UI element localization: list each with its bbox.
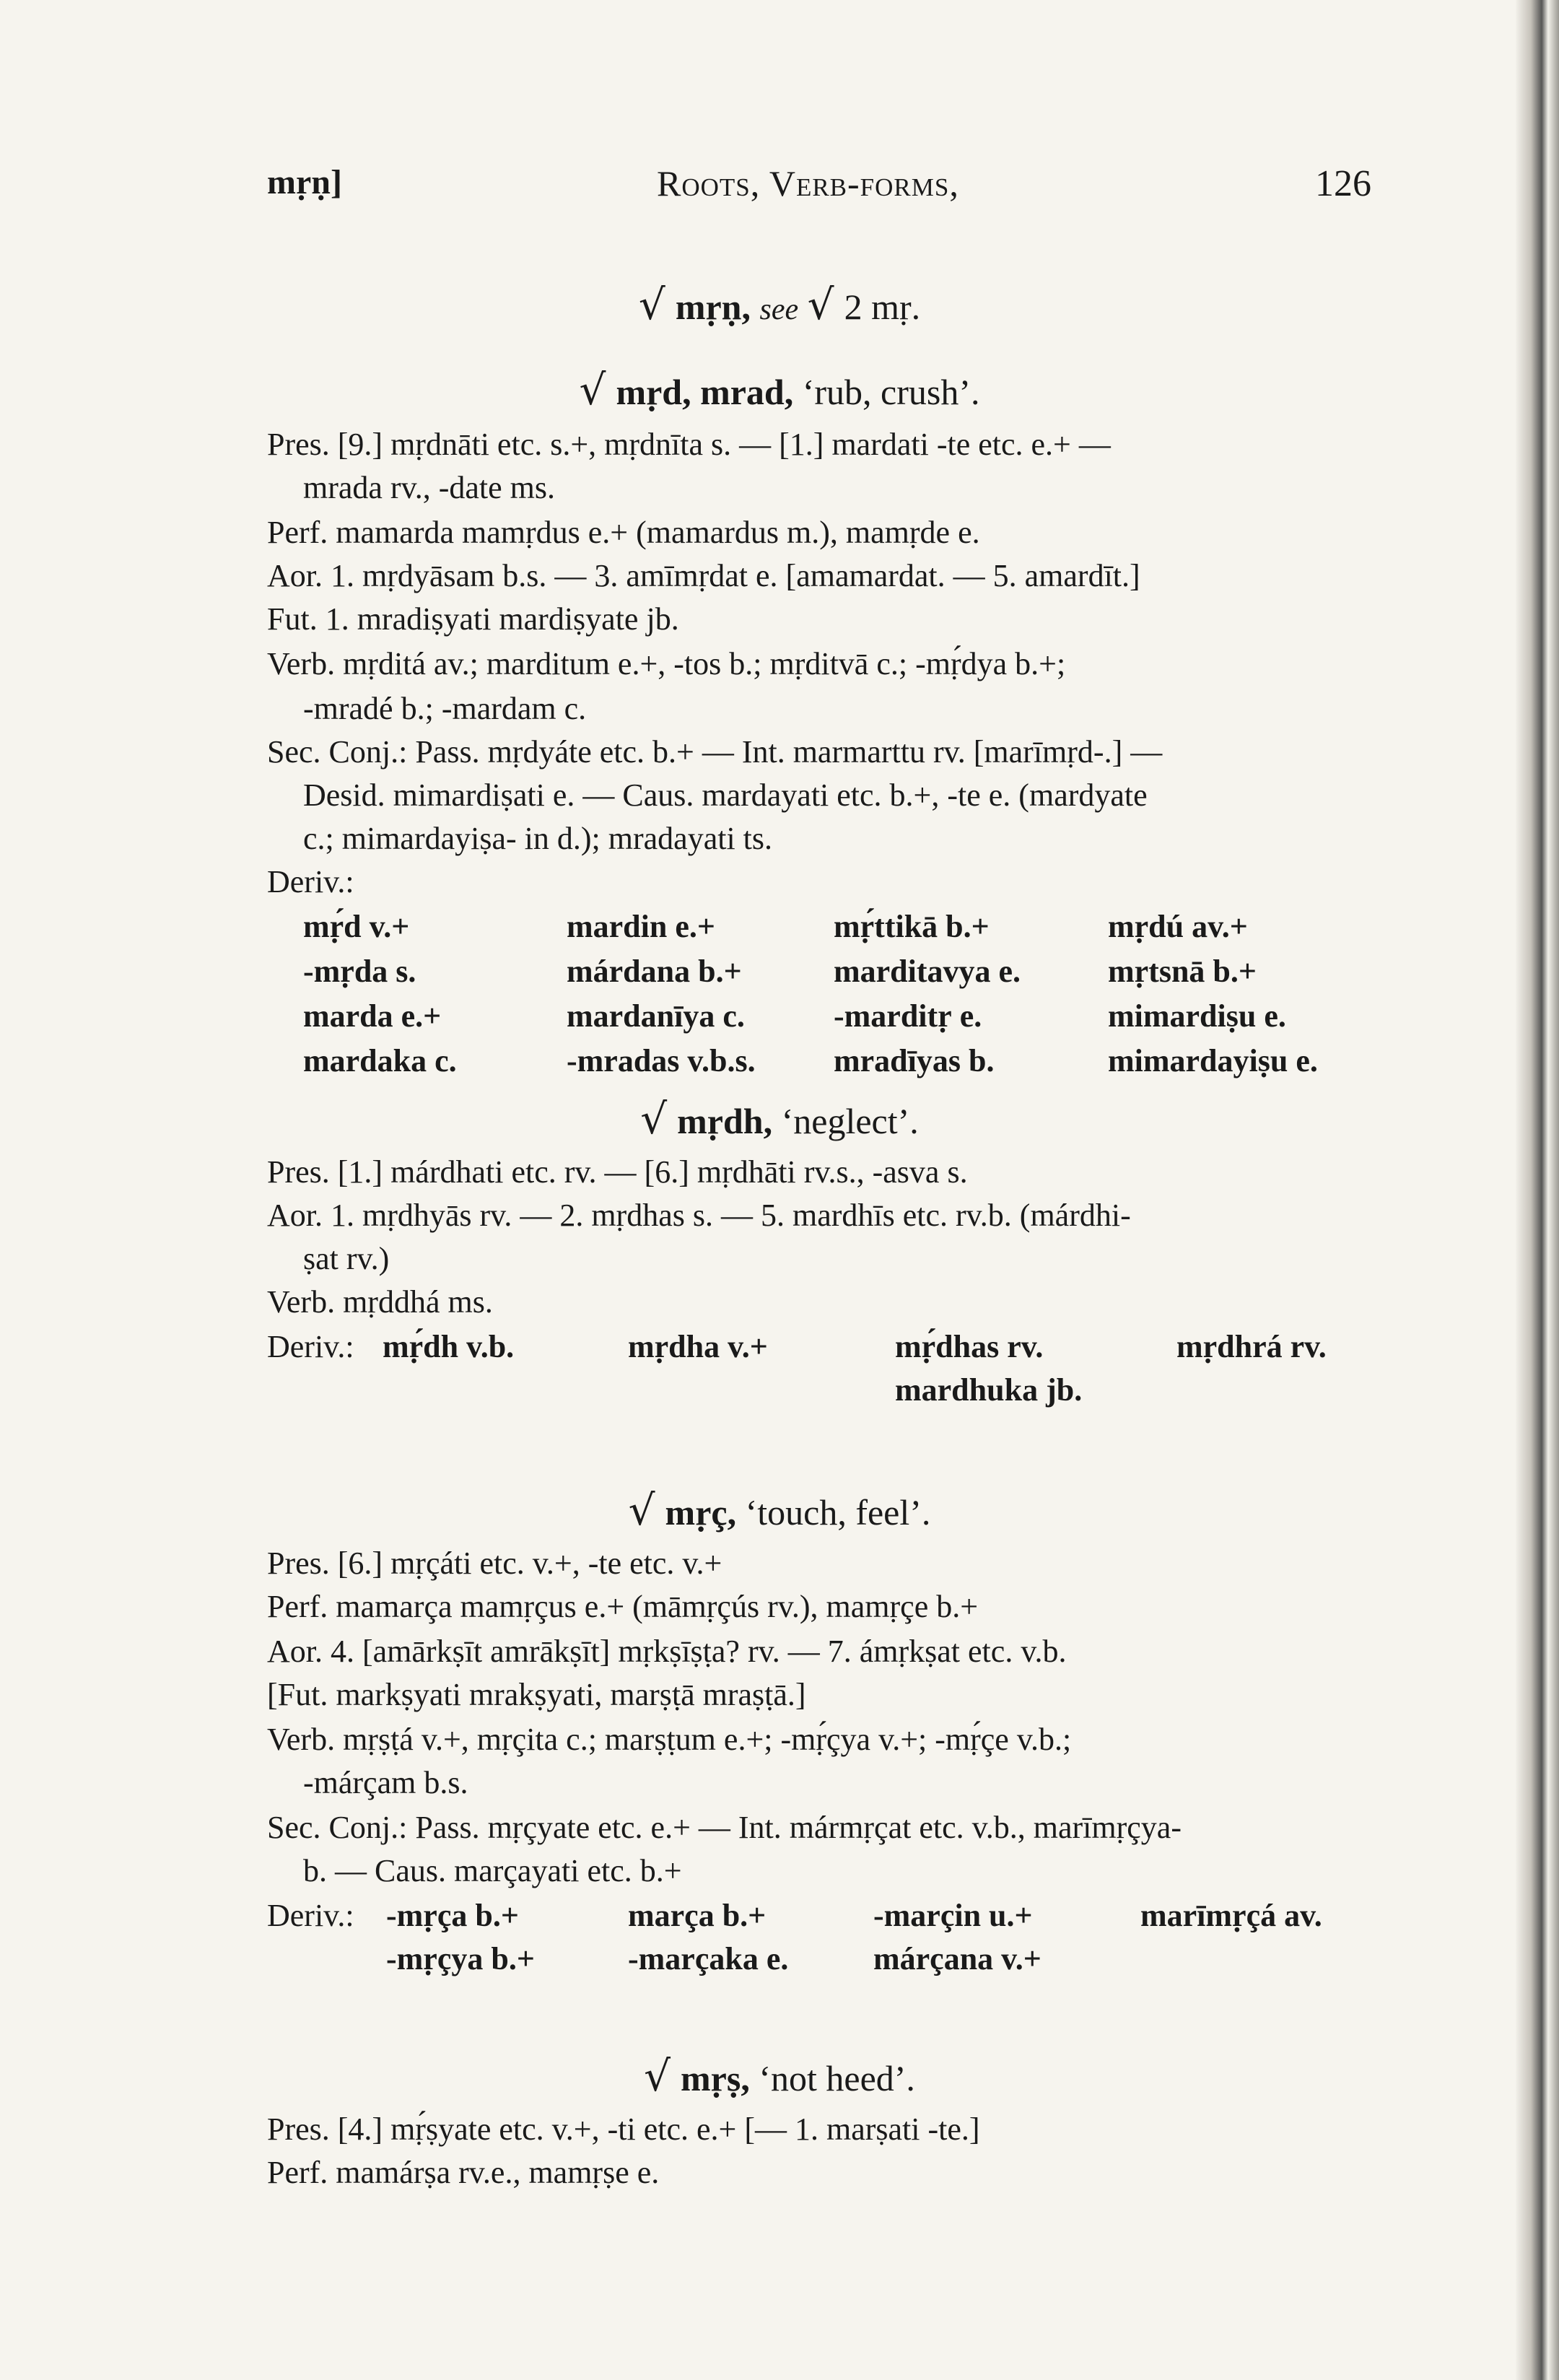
deriv-cell: mardhuka jb.: [895, 1372, 1083, 1408]
deriv-cell: mimardiṣu e.: [1108, 998, 1286, 1034]
deriv-cell: -mradas v.b.s.: [567, 1043, 756, 1078]
radical-sign-icon: √: [579, 365, 606, 414]
radical-sign-icon: √: [807, 280, 834, 329]
deriv-cell: marda e.+: [303, 998, 442, 1034]
entry-line: b. — Caus. marçayati etc. b.+: [303, 1853, 682, 1888]
entry-line: Desid. mimardiṣati e. — Caus. mardayati etc. b.+, -te e. (mardyate: [303, 777, 1148, 813]
entry-line: Perf. mamarça mamṛçus e.+ (māmṛçús rv.), mamṛçe b.+: [267, 1589, 979, 1624]
entry-line: -márçam b.s.: [303, 1765, 468, 1800]
deriv-cell: mṛdú av.+: [1108, 909, 1248, 944]
root-heading-mrs: √ mṛṣ, ‘not heed’.: [644, 2052, 915, 2101]
entry-line: mrada rv., -date ms.: [303, 470, 556, 505]
deriv-cell: mradīyas b.: [834, 1043, 995, 1078]
deriv-label: Deriv.:: [267, 864, 354, 899]
entry-line: Fut. 1. mradiṣyati mardiṣyate jb.: [267, 601, 679, 637]
deriv-cell: -mṛça b.+: [386, 1898, 519, 1933]
deriv-label: Deriv.:: [267, 1329, 354, 1364]
entry-line: Aor. 4. [amārkṣīt amrākṣīt] mṛkṣīṣṭa? rv. — 7. ámṛkṣat etc. v.b.: [267, 1634, 1067, 1669]
entry-line: Sec. Conj.: Pass. mṛçyate etc. e.+ — Int. mármṛçat etc. v.b., marīmṛçya-: [267, 1810, 1182, 1845]
deriv-cell: -mṛçya b.+: [386, 1941, 535, 1976]
entry-line: ṣat rv.): [303, 1241, 390, 1276]
entry-line: Verb. mṛditá av.; marditum e.+, -tos b.; mṛditvā c.; -mṛ́dya b.+;: [267, 646, 1066, 681]
deriv-cell: mṛ́d v.+: [303, 909, 410, 944]
entry-line: Verb. mṛddhá ms.: [267, 1284, 493, 1320]
entry-line: Aor. 1. mṛdhyās rv. — 2. mṛdhas s. — 5. mardhīs etc. rv.b. (márdhi-: [267, 1198, 1131, 1233]
deriv-cell: mṛdhrá rv.: [1176, 1329, 1327, 1364]
entry-line: Pres. [1.] márdhati etc. rv. — [6.] mṛdhāti rv.s., -asva s.: [267, 1154, 968, 1190]
deriv-cell: -marditṛ e.: [834, 998, 982, 1034]
deriv-cell: mardaka c.: [303, 1043, 457, 1078]
radical-sign-icon: √: [628, 1486, 655, 1535]
entry-line: Sec. Conj.: Pass. mṛdyáte etc. b.+ — Int. marmarttu rv. [marīmṛd-.] —: [267, 734, 1163, 770]
deriv-cell: mṛdha v.+: [628, 1329, 768, 1364]
radical-sign-icon: √: [638, 280, 665, 329]
entry-line: -mradé b.; -mardam c.: [303, 691, 587, 726]
deriv-cell: -marçaka e.: [628, 1941, 789, 1976]
entry-line: Aor. 1. mṛdyāsam b.s. — 3. amīmṛdat e. [amamardat. — 5. amardīt.]: [267, 558, 1140, 593]
deriv-cell: marditavya e.: [834, 954, 1021, 989]
root-heading-mrdh: √ mṛdh, ‘neglect’.: [640, 1094, 919, 1143]
entry-line: Verb. mṛṣṭá v.+, mṛçita c.; marṣṭum e.+; -mṛ́çya v.+; -mṛ́çe v.b.;: [267, 1722, 1072, 1757]
deriv-cell: mṛtsnā b.+: [1108, 954, 1257, 989]
page-edge-shadow: [1516, 0, 1559, 2380]
deriv-cell: mṛ́ttikā b.+: [834, 909, 990, 944]
deriv-cell: márçana v.+: [873, 1941, 1041, 1976]
deriv-cell: mimardayiṣu e.: [1108, 1043, 1318, 1078]
deriv-cell: mṛ́dh v.b.: [383, 1329, 515, 1364]
entry-line: Perf. mamárṣa rv.e., mamṛṣe e.: [267, 2155, 660, 2190]
deriv-cell: márdana b.+: [567, 954, 742, 989]
header-title: Roots, Verb-forms,: [657, 163, 959, 204]
root-heading-mrc: √ mṛç, ‘touch, feel’.: [628, 1486, 931, 1535]
entry-line: Pres. [4.] mṛ́ṣyate etc. v.+, -ti etc. e.+ [— 1. marṣati -te.]: [267, 2111, 980, 2147]
entry-line: [Fut. markṣyati mrakṣyati, marṣṭā mraṣṭā.]: [267, 1677, 806, 1712]
deriv-cell: mardanīya c.: [567, 998, 745, 1034]
entry-line: c.; mimardayiṣa- in d.); mradayati ts.: [303, 821, 773, 856]
radical-sign-icon: √: [644, 2052, 671, 2101]
header-root: mṛṇ]: [267, 163, 342, 201]
entry-line: Perf. mamarda mamṛdus e.+ (mamardus m.), mamṛde e.: [267, 515, 980, 550]
deriv-cell: mardin e.+: [567, 909, 715, 944]
root-heading-mrd: √ mṛd, mrad, ‘rub, crush’.: [579, 365, 980, 414]
root-heading-mrn: √ mṛṇ, see √ 2 mṛ.: [638, 280, 921, 329]
deriv-label: Deriv.:: [267, 1898, 354, 1933]
deriv-cell: -marçin u.+: [873, 1898, 1033, 1933]
entry-line: Pres. [9.] mṛdnāti etc. s.+, mṛdnīta s. — [1.] mardati -te etc. e.+ —: [267, 427, 1111, 462]
deriv-cell: -mṛda s.: [303, 954, 416, 989]
page-number: 126: [1315, 163, 1371, 204]
deriv-cell: marīmṛçá av.: [1140, 1898, 1322, 1933]
running-header: [267, 162, 1371, 213]
radical-sign-icon: √: [640, 1094, 668, 1143]
deriv-cell: mṛ́dhas rv.: [895, 1329, 1044, 1364]
deriv-cell: marça b.+: [628, 1898, 767, 1933]
entry-line: Pres. [6.] mṛçáti etc. v.+, -te etc. v.+: [267, 1546, 722, 1581]
